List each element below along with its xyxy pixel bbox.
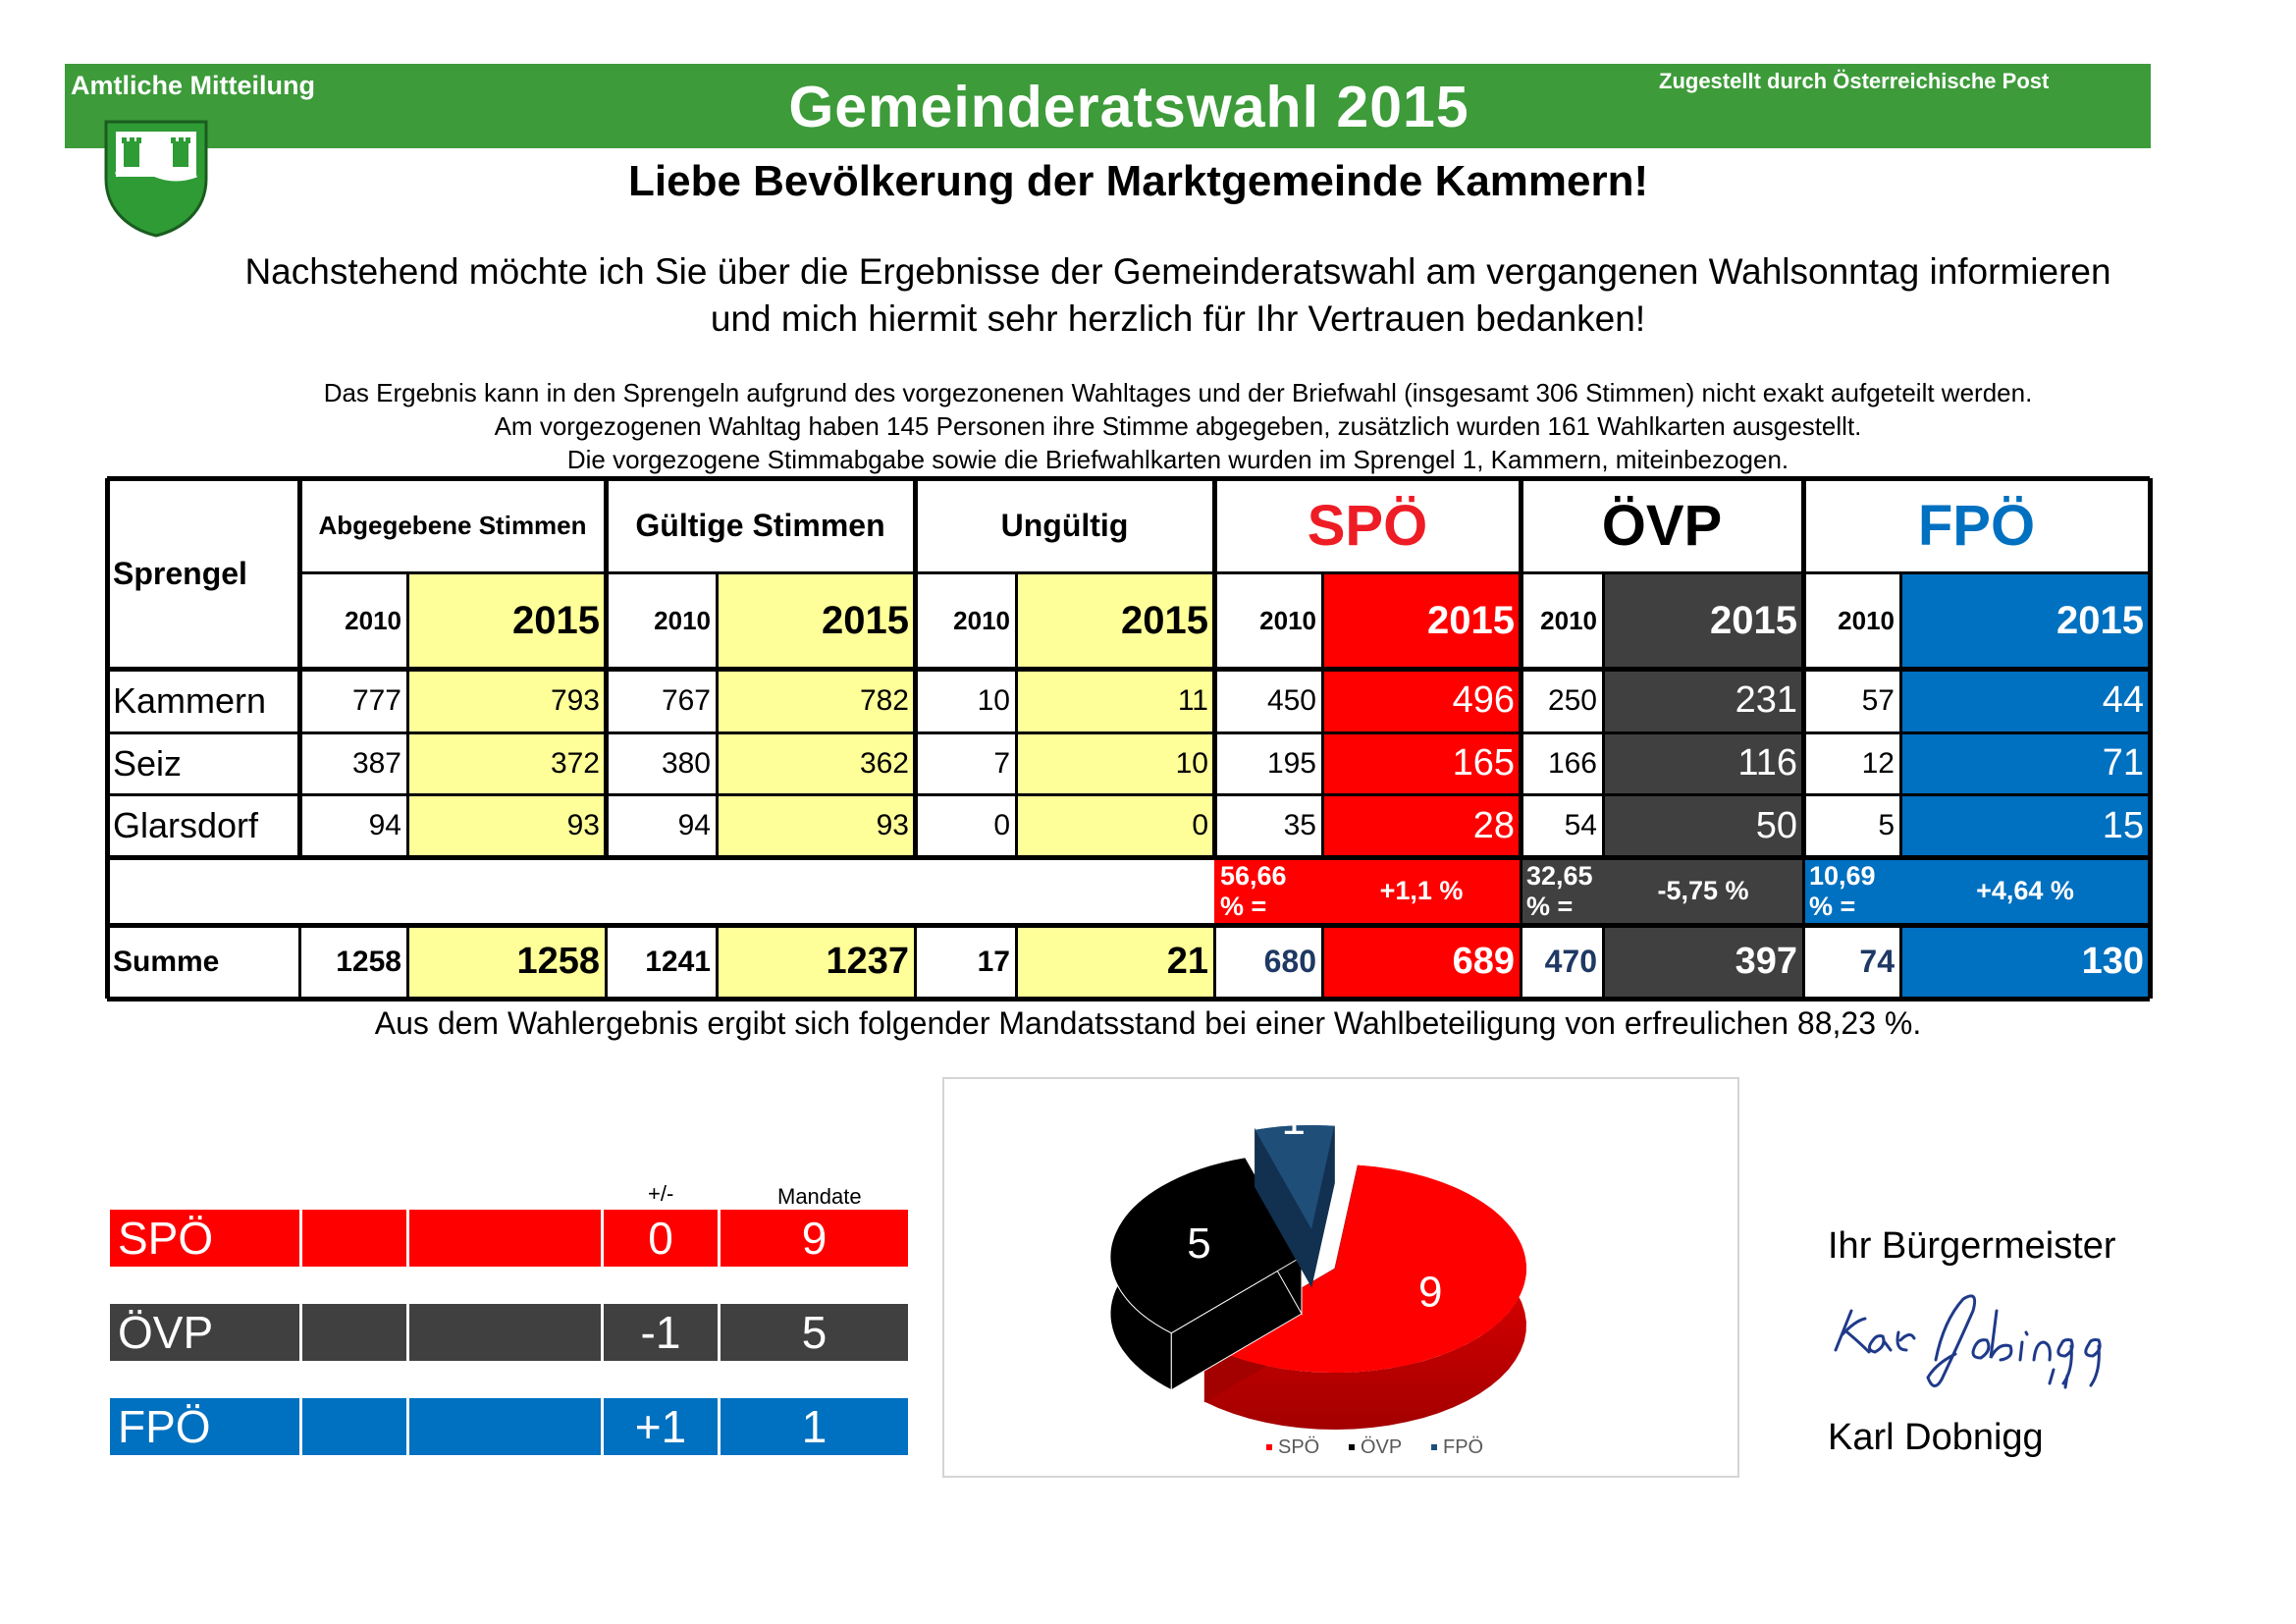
grid-line (1520, 857, 1522, 925)
sum-cell: 74 (1859, 944, 1895, 979)
sum-cell: 1258 (407, 925, 606, 999)
grid-line (1802, 857, 1805, 925)
table-cell: 793 (407, 669, 606, 732)
header-year-2010: 2010 (1259, 605, 1316, 635)
grid-line (107, 997, 2150, 1001)
mandate-party: FPÖ (110, 1398, 299, 1455)
sum-cell: 21 (1016, 925, 1214, 999)
table-row-name: Seiz (113, 742, 183, 784)
mandate-empty-cell (409, 1398, 601, 1455)
spoe-percent: 56,66 % = (1214, 857, 1322, 925)
spoe-percent-diff: +1,1 % (1322, 857, 1521, 925)
table-cell: 11 (1016, 669, 1214, 732)
legend-label: SPÖ (1278, 1436, 1320, 1458)
header-year-2010: 2010 (953, 605, 1010, 635)
post-delivery-label: Zugestellt durch Österreichische Post (1659, 69, 2050, 93)
sum-cell: 689 (1322, 925, 1521, 999)
pie-label: 9 (1418, 1268, 1443, 1317)
sum-cell: 1237 (717, 925, 915, 999)
grid-line (107, 923, 2150, 928)
grid-line (1015, 925, 1018, 999)
grid-line (299, 571, 2150, 574)
table-cell: 57 (1861, 683, 1895, 717)
table-cell: 782 (717, 669, 915, 732)
legend-swatch (1349, 1444, 1355, 1450)
grid-line (107, 476, 2150, 481)
header-year-2010: 2010 (654, 605, 711, 635)
table-cell: 5 (1878, 809, 1895, 841)
pie-label: 1 (1281, 1096, 1306, 1145)
table-cell: 496 (1322, 669, 1521, 732)
grid-line (1519, 478, 1523, 857)
mandate-party: SPÖ (110, 1210, 299, 1267)
oevp-percent-diff: -5,75 % (1603, 857, 1803, 925)
table-cell: 94 (677, 809, 711, 841)
sum-cell: 470 (1544, 944, 1597, 979)
fpoe-percent: 10,69 % = (1803, 857, 1900, 925)
header-group: Ungültig (1000, 507, 1129, 543)
grid-line (716, 925, 719, 999)
table-cell: 71 (1900, 732, 2150, 794)
mandate-diff: 0 (604, 1210, 718, 1267)
table-cell: 0 (1016, 794, 1214, 857)
grid-line (298, 925, 301, 999)
table-cell: 44 (1900, 669, 2150, 732)
table-cell: 10 (977, 683, 1010, 717)
table-cell: 777 (351, 683, 401, 717)
table-cell: 116 (1603, 732, 1803, 794)
table-cell: 362 (717, 732, 915, 794)
table-cell: 15 (1900, 794, 2150, 857)
mandate-diff: -1 (604, 1304, 718, 1361)
chart-frame (942, 1077, 1739, 1478)
sum-cell: 680 (1263, 944, 1316, 979)
grid-line (1213, 925, 1216, 999)
sum-cell: 17 (977, 945, 1010, 978)
municipal-crest-icon (102, 118, 210, 238)
table-cell: 93 (407, 794, 606, 857)
mandate-count-header: Mandate (777, 1184, 862, 1209)
mayor-name: Karl Dobnigg (1828, 1417, 2044, 1458)
table-cell: 372 (407, 732, 606, 794)
note-line-2: Am vorgezogenen Wahltag haben 145 Personen ihre Stimme abgegeben, zusätzlich wurden 161 Wahlkarten ausgestellt. (494, 411, 1862, 441)
mandate-count: 5 (721, 1304, 908, 1361)
table-row-name: Kammern (113, 679, 267, 721)
legend-swatch (1431, 1444, 1437, 1450)
mayor-signature (1826, 1281, 2140, 1399)
grid-line (1321, 925, 1324, 999)
sum-cell: 1258 (336, 945, 401, 978)
header-group: FPÖ (1917, 493, 2036, 558)
grid-line (913, 478, 918, 857)
header-year-2015: 2015 (1603, 572, 1803, 669)
sum-cell: 1241 (645, 945, 711, 978)
mandate-diff: +1 (604, 1398, 718, 1455)
table-cell: 94 (368, 809, 401, 841)
grid-line (1015, 572, 1018, 857)
header-year-2015: 2015 (1016, 572, 1214, 669)
turnout-note: Aus dem Wahlergebnis ergibt sich folgender Mandatsstand bei einer Wahlbeteiligung von erfreulichen 88,23 %. (374, 1005, 1922, 1041)
header-year-2010: 2010 (1540, 605, 1597, 635)
grid-line (1899, 925, 1902, 999)
mandate-empty-cell (302, 1304, 406, 1361)
table-cell: 7 (993, 746, 1010, 780)
table-row-name: Glarsdorf (113, 805, 259, 845)
grid-line (1801, 478, 1806, 857)
sum-cell: 130 (1900, 925, 2150, 999)
page-title: Gemeinderatswahl 2015 (788, 75, 1469, 139)
grid-line (107, 855, 2150, 860)
legend-swatch (1266, 1444, 1272, 1450)
legend-label: ÖVP (1361, 1436, 1403, 1458)
grid-line (604, 478, 609, 857)
mayor-title: Ihr Bürgermeister (1828, 1225, 2116, 1267)
header-year-2010: 2010 (345, 605, 401, 635)
oevp-percent: 32,65 % = (1521, 857, 1603, 925)
intro-line-2: und mich hiermit sehr herzlich für Ihr Vertrauen bedanken! (710, 298, 1646, 339)
greeting-heading: Liebe Bevölkerung der Marktgemeinde Kammern! (628, 157, 1649, 205)
mandate-empty-cell (409, 1210, 601, 1267)
grid-line (1321, 572, 1324, 857)
grid-line (1602, 572, 1605, 857)
grid-line (105, 478, 110, 999)
mandate-diff-header: +/- (648, 1181, 674, 1206)
grid-line (1802, 925, 1805, 999)
intro-text (98, 248, 2258, 343)
grid-line (1602, 925, 1605, 999)
grid-line (1212, 478, 1217, 857)
table-cell: 231 (1603, 669, 1803, 732)
grid-line (297, 478, 302, 857)
table-cell: 0 (993, 809, 1010, 841)
table-cell: 387 (351, 746, 401, 780)
table-cell: 767 (661, 683, 711, 717)
mandate-empty-cell (302, 1398, 406, 1455)
table-cell: 50 (1603, 794, 1803, 857)
grid-line (605, 925, 608, 999)
table-cell: 12 (1861, 746, 1895, 780)
grid-line (1899, 572, 1902, 857)
fpoe-percent-diff: +4,64 % (1900, 857, 2150, 925)
grid-line (107, 731, 2150, 734)
intro-line-1: Nachstehend möchte ich Sie über die Ergebnisse der Gemeinderatswahl am vergangenen Wahlsonntag informieren (244, 251, 2111, 292)
grid-line (406, 925, 409, 999)
mandate-count: 1 (721, 1398, 908, 1455)
table-cell: 10 (1016, 732, 1214, 794)
grid-line (406, 572, 409, 857)
mandate-pie-chart (944, 1079, 1737, 1476)
header-group: Abgegebene Stimmen (318, 510, 587, 540)
table-cell: 195 (1266, 746, 1316, 780)
official-notice-label: Amtliche Mitteilung (71, 71, 315, 100)
grid-line (1520, 925, 1522, 999)
header-group: SPÖ (1307, 493, 1428, 558)
table-cell: 250 (1547, 683, 1597, 717)
pie-label: 5 (1187, 1219, 1211, 1269)
grid-line (914, 925, 917, 999)
table-cell: 93 (717, 794, 915, 857)
header-group: Gültige Stimmen (635, 507, 885, 543)
legend-label: FPÖ (1443, 1436, 1484, 1458)
mandate-empty-cell (302, 1210, 406, 1267)
table-cell: 166 (1547, 746, 1597, 780)
header-sprengel: Sprengel (113, 555, 247, 591)
header-year-2015: 2015 (1900, 572, 2150, 669)
results-table (107, 478, 2150, 999)
header-year-2010: 2010 (1838, 605, 1895, 635)
note-line-3: Die vorgezogene Stimmabgabe sowie die Briefwahlkarten wurden im Sprengel 1, Kammern, miteinbezogen. (566, 445, 1789, 474)
header-year-2015: 2015 (717, 572, 915, 669)
table-cell: 35 (1283, 809, 1316, 841)
table-cell: 28 (1322, 794, 1521, 857)
table-cell: 380 (661, 746, 711, 780)
sum-label: Summe (113, 945, 220, 978)
mandate-count: 9 (721, 1210, 908, 1267)
grid-line (107, 667, 2150, 672)
header-group: ÖVP (1601, 493, 1723, 558)
grid-line (2148, 478, 2153, 999)
header-year-2015: 2015 (1322, 572, 1521, 669)
grid-line (107, 793, 2150, 796)
header-year-2015: 2015 (407, 572, 606, 669)
note-line-1: Das Ergebnis kann in den Sprengeln aufgrund des vorgezonenen Wahltages und der Briefwahl (insgesamt 306 Stimmen) nicht exakt aufgeteilt werden. (323, 378, 2033, 407)
table-cell: 54 (1564, 809, 1597, 841)
mandate-party: ÖVP (110, 1304, 299, 1361)
table-cell: 165 (1322, 732, 1521, 794)
sum-cell: 397 (1603, 925, 1803, 999)
mandate-empty-cell (409, 1304, 601, 1361)
table-cell: 450 (1266, 683, 1316, 717)
grid-line (716, 572, 719, 857)
